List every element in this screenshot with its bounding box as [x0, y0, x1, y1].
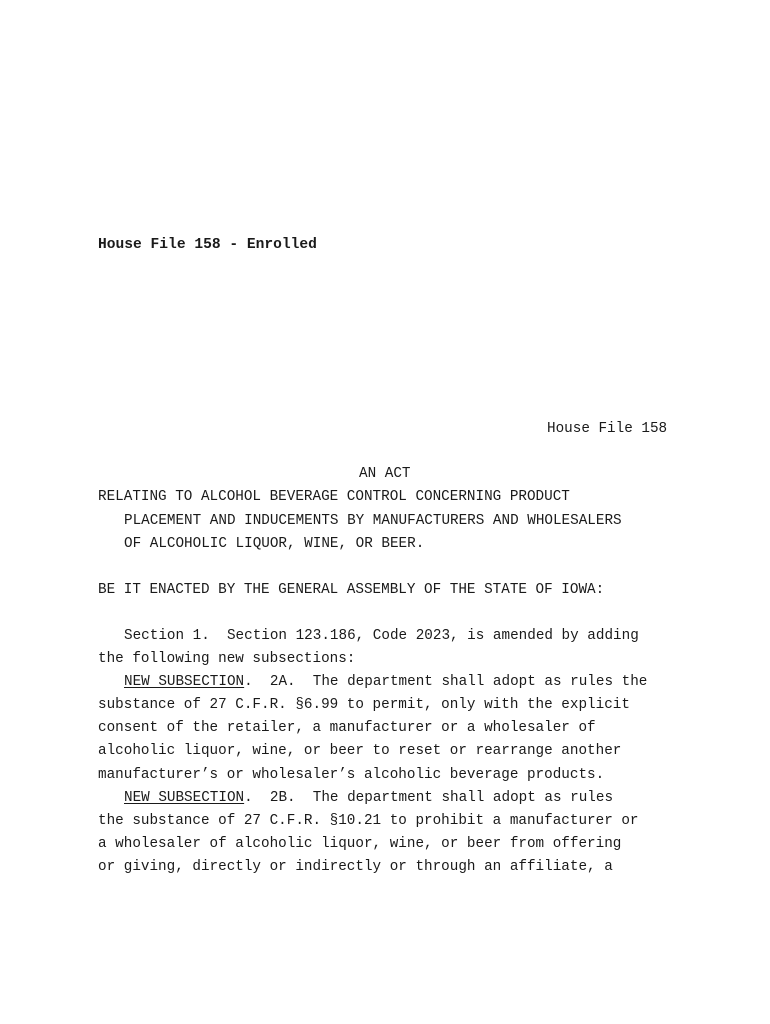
subsection-2a-line: alcoholic liquor, wine, or beer to reset or rearrange another: [98, 743, 622, 759]
new-subsection-label: NEW SUBSECTION: [124, 674, 245, 690]
subsection-2b-line: the substance of 27 C.F.R. §10.21 to prohibit a manufacturer or: [98, 813, 639, 829]
document-title: House File 158 - Enrolled: [98, 237, 317, 253]
subsection-2b-line: or giving, directly or indirectly or through an affiliate, a: [98, 859, 613, 875]
new-subsection-label: NEW SUBSECTION: [124, 790, 245, 806]
subsection-2b-first-line: [124, 789, 613, 807]
enacting-clause: BE IT ENACTED BY THE GENERAL ASSEMBLY OF THE STATE OF IOWA:: [98, 582, 605, 598]
subsection-2a-line: consent of the retailer, a manufacturer or a wholesaler of: [98, 720, 596, 736]
section-1-line: Section 1. Section 123.186, Code 2023, is amended by adding: [124, 628, 639, 644]
section-1-line: the following new subsections:: [98, 651, 356, 667]
subsection-2a-line: manufacturer’s or wholesaler’s alcoholic beverage products.: [98, 767, 605, 783]
relating-line: PLACEMENT AND INDUCEMENTS BY MANUFACTURERS AND WHOLESALERS: [124, 513, 622, 529]
subsection-2b-line: a wholesaler of alcoholic liquor, wine, or beer from offering: [98, 836, 622, 852]
relating-line: RELATING TO ALCOHOL BEVERAGE CONTROL CONCERNING PRODUCT: [98, 489, 570, 505]
subsection-2a-first-line: [124, 673, 647, 691]
subsection-2a-text: . 2A. The department shall adopt as rules the: [244, 674, 648, 690]
act-heading: AN ACT: [359, 466, 411, 482]
relating-line: OF ALCOHOLIC LIQUOR, WINE, OR BEER.: [124, 536, 425, 552]
subsection-2a-line: substance of 27 C.F.R. §6.99 to permit, only with the explicit: [98, 697, 630, 713]
file-reference: House File 158: [547, 421, 668, 437]
subsection-2b-text: . 2B. The department shall adopt as rules: [244, 790, 614, 806]
